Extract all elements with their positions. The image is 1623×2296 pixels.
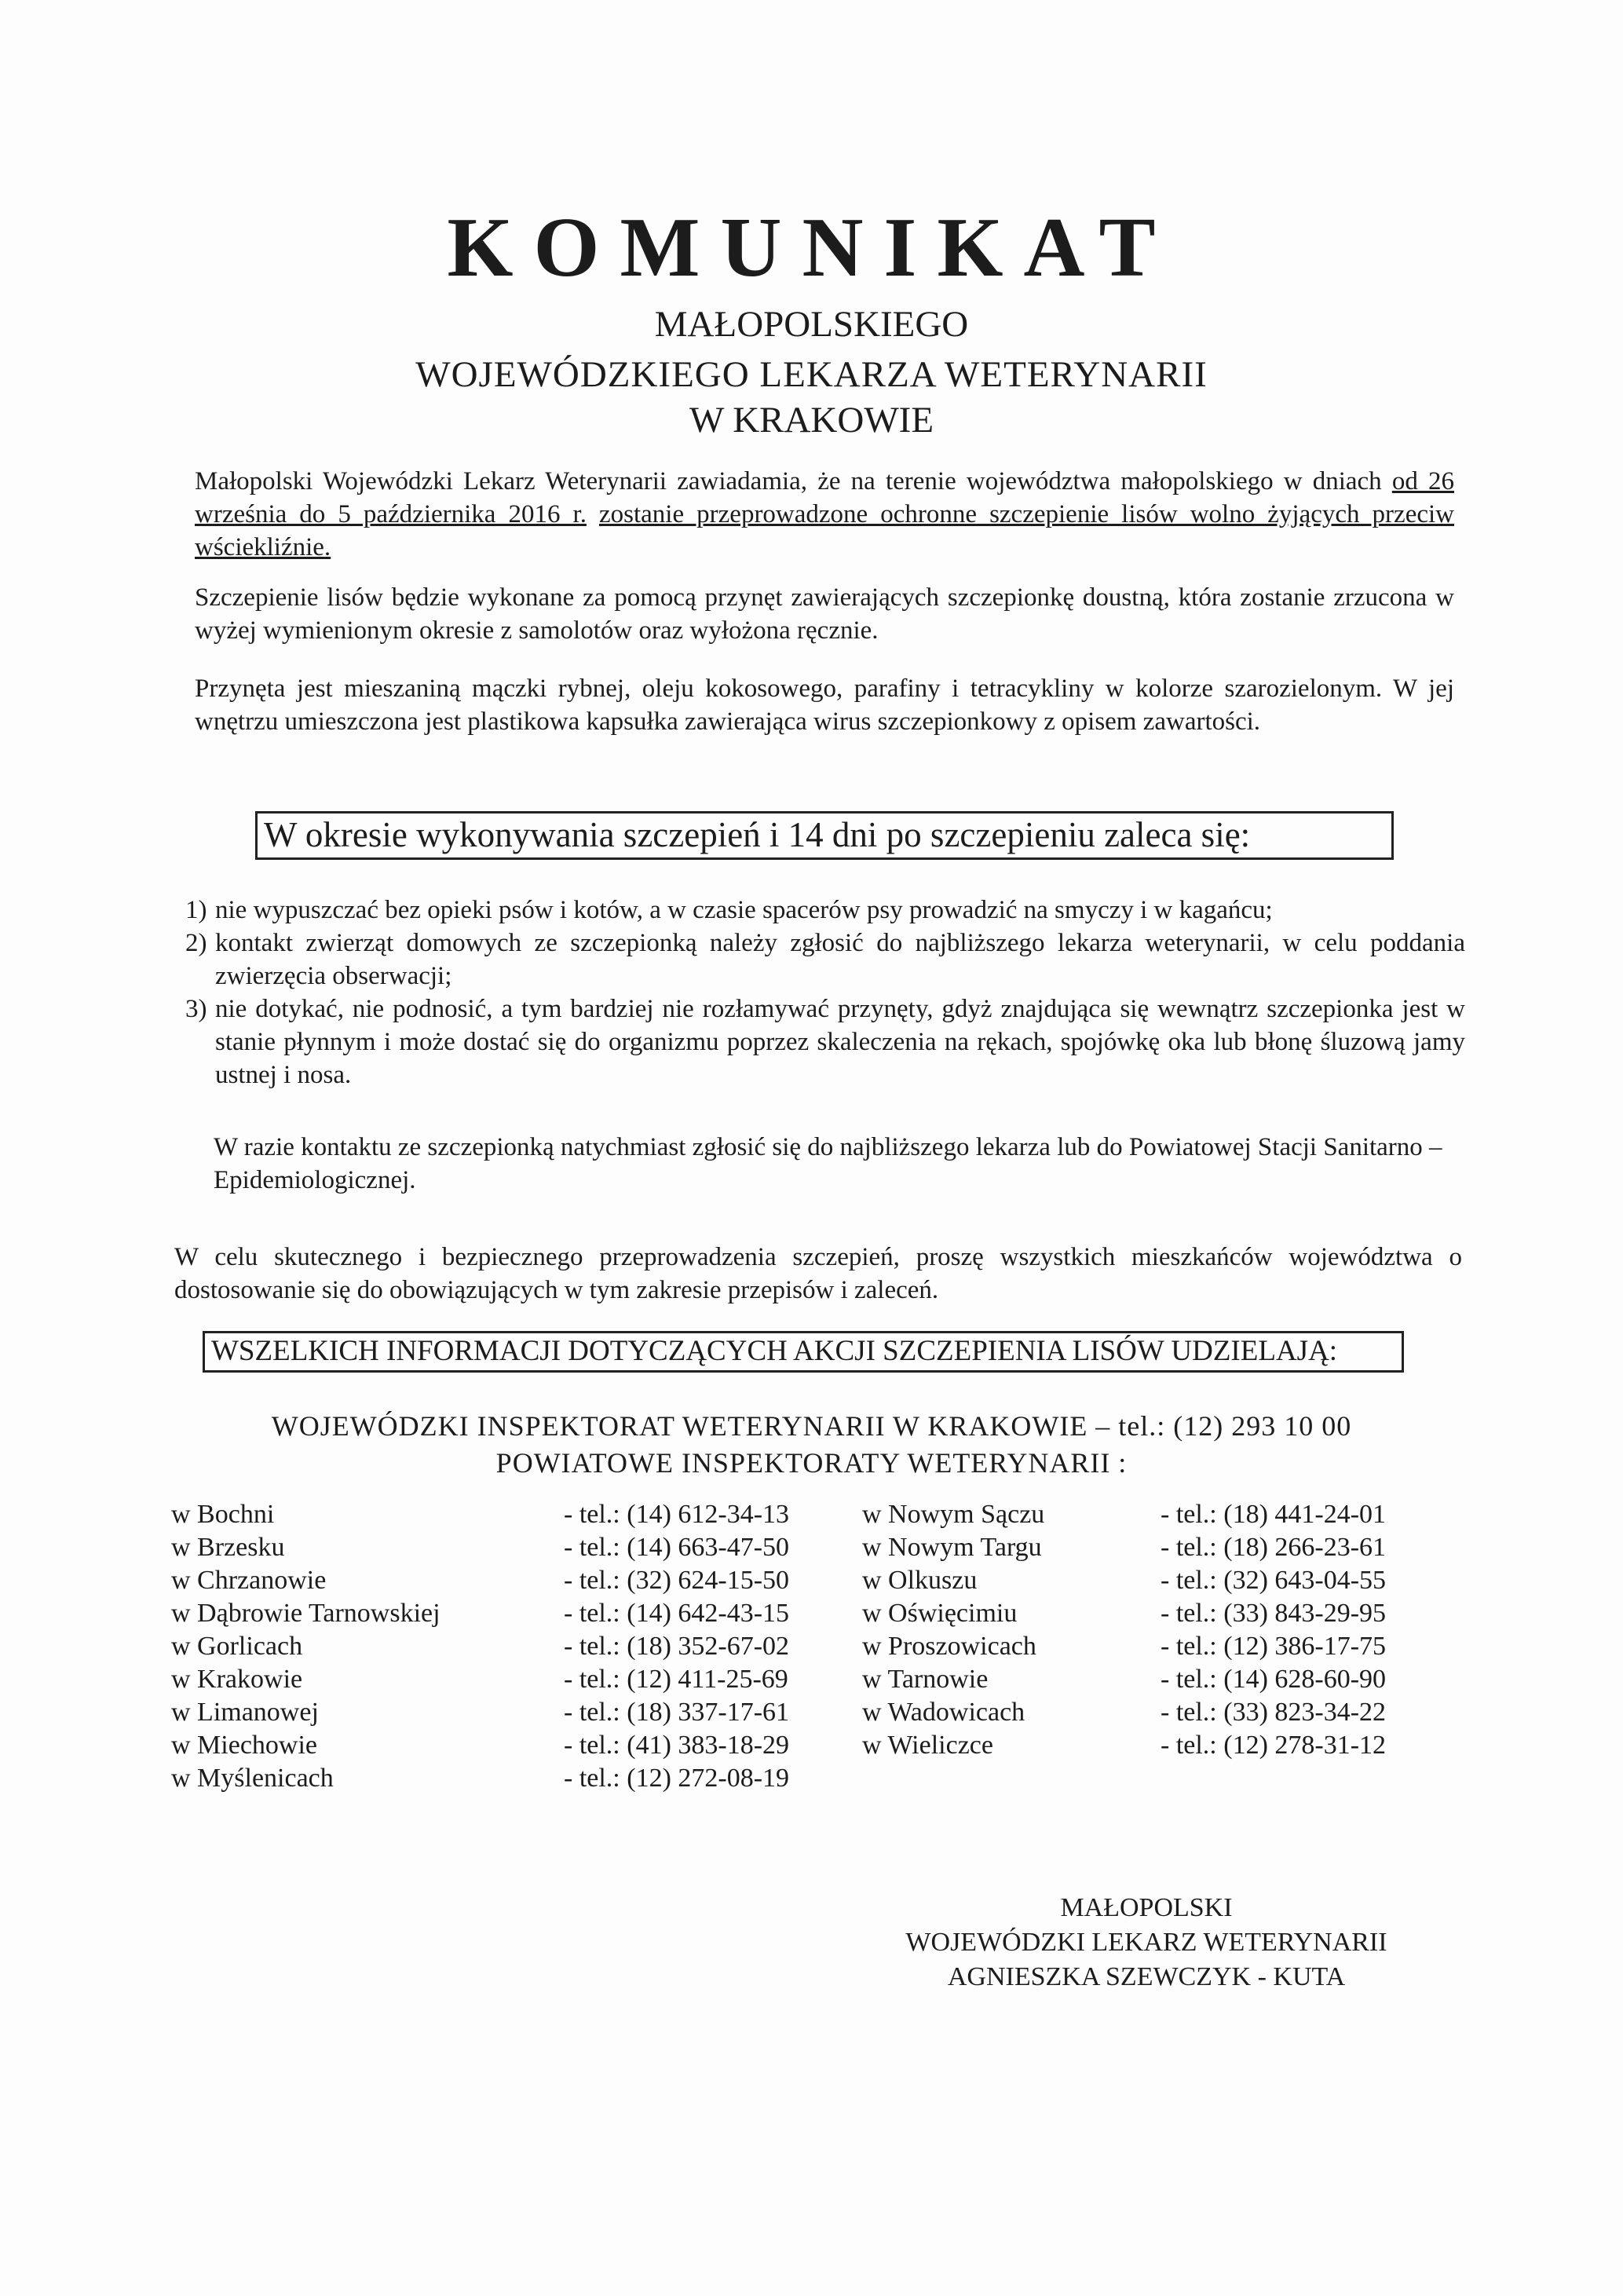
office-place: w Limanowej <box>171 1698 319 1727</box>
info-heading: WSZELKICH INFORMACJI DOTYCZĄCYCH AKCJI SZCZEPIENIA LISÓW UDZIELAJĄ: <box>203 1331 1404 1373</box>
voivodeship-inspectorate-line: WOJEWÓDZKI INSPEKTORAT WETERYNARII W KRAKOWIE – tel.: (12) 293 10 00 <box>271 1410 1352 1442</box>
office-phones-right <box>1161 1498 1386 1762</box>
office-phone: - tel.: (12) 278-31-12 <box>1161 1731 1387 1760</box>
office-phones-left <box>564 1498 789 1795</box>
office-phone: - tel.: (41) 383-18-29 <box>564 1731 790 1760</box>
office-place: w Tarnowie <box>862 1665 989 1694</box>
signature-block <box>754 1891 1539 1994</box>
list-item-text: nie wypuszczać bez opieki psów i kotów, a w czasie spacerów psy prowadzić na smyczy i w kagańcu; <box>215 896 1273 924</box>
list-item-text: nie dotykać, nie podnosić, a tym bardziej nie rozłamywać przynęty, gdyż znajdująca się wewnątrz szczepionka jest w stanie płynnym i może dostać się do organizmu poprzez skaleczenia na rękach, spojówkę oka lub błonę śluzową jamy ustnej i nosa. <box>215 995 1465 1089</box>
office-place: w Bochni <box>171 1500 275 1529</box>
office-place: w Chrzanowie <box>171 1566 327 1595</box>
office-phone: - tel.: (14) 642-43-15 <box>564 1599 790 1628</box>
office-place: w Nowym Sączu <box>862 1500 1045 1529</box>
office-place: w Wadowicach <box>862 1698 1025 1727</box>
office-phone: - tel.: (14) 612-34-13 <box>564 1500 790 1529</box>
office-phone: - tel.: (32) 624-15-50 <box>564 1566 790 1595</box>
intro-dates: od 26 września do 5 października 2016 r. <box>195 467 1454 528</box>
office-place: w Oświęcimiu <box>862 1599 1018 1628</box>
office-places-left <box>171 1498 440 1795</box>
paragraph-vaccination-method: Szczepienie lisów będzie wykonane za pomocą przynęt zawierających szczepionkę doustną, która zostanie zrzucona w wyżej wymienionym okresie z samolotów oraz wyłożona ręcznie. <box>195 583 1454 645</box>
office-place: w Dąbrowie Tarnowskiej <box>171 1599 440 1628</box>
office-phone: - tel.: (18) 441-24-01 <box>1161 1500 1387 1529</box>
office-place: w Brzesku <box>171 1533 285 1562</box>
office-phone: - tel.: (32) 643-04-55 <box>1161 1566 1387 1595</box>
office-place: w Gorlicach <box>171 1632 303 1661</box>
list-item-number: 1) <box>185 896 207 924</box>
list-item <box>185 927 1465 993</box>
office-phone: - tel.: (12) 386-17-75 <box>1161 1632 1387 1661</box>
office-place: w Olkuszu <box>862 1566 978 1595</box>
document-title: KOMUNIKAT <box>447 201 1176 294</box>
intro-text-2: zostanie przeprowadzone ochronne szczepienie lisów wolno żyjących przeciw wściekliźnie. <box>195 500 1454 561</box>
list-item-number: 3) <box>185 995 207 1023</box>
office-phone: - tel.: (18) 337-17-61 <box>564 1698 790 1727</box>
list-item-text: kontakt zwierząt domowych ze szczepionką należy zgłosić do najbliższego lekarza weterynarii, w celu poddania zwierzęcia obserwacji; <box>215 929 1465 990</box>
list-item-number: 2) <box>185 929 207 957</box>
office-phone: - tel.: (33) 823-34-22 <box>1161 1698 1387 1727</box>
list-item <box>185 993 1465 1091</box>
office-phone: - tel.: (33) 843-29-95 <box>1161 1599 1387 1628</box>
office-place: w Proszowicach <box>862 1632 1036 1661</box>
intro-text-1: Małopolski Wojewódzki Lekarz Weterynarii zawiadamia, że na terenie województwa małopolskiego w dniach <box>195 467 1382 495</box>
subtitle-line-3: W KRAKOWIE <box>689 400 934 441</box>
office-phone: - tel.: (14) 663-47-50 <box>564 1533 790 1562</box>
recommendations-heading: W okresie wykonywania szczepień i 14 dni po szczepieniu zaleca się: <box>255 811 1394 860</box>
office-places-right <box>862 1498 1044 1762</box>
subtitle-line-2: WOJEWÓDZKIEGO LEKARZA WETERYNARII <box>415 354 1208 395</box>
office-place: w Wieliczce <box>862 1731 993 1760</box>
office-place: w Krakowie <box>171 1665 303 1694</box>
subtitle-line-1: MAŁOPOLSKIEGO <box>654 304 969 345</box>
office-phone: - tel.: (14) 628-60-90 <box>1161 1665 1387 1694</box>
paragraph-bait-description: Przynęta jest mieszaniną mączki rybnej, oleju kokosowego, parafiny i tetracykliny w kolorze szarozielonym. W jej wnętrzu umieszczona jest plastikowa kapsułka zawierająca wirus szczepionkowy z opisem zawartości. <box>195 675 1454 736</box>
signature-line-3: AGNIESZKA SZEWCZYK - KUTA <box>947 1962 1346 1991</box>
office-phone: - tel.: (12) 272-08-19 <box>564 1764 790 1793</box>
office-place: w Nowym Targu <box>862 1533 1042 1562</box>
office-phone: - tel.: (18) 352-67-02 <box>564 1632 790 1661</box>
office-phone: - tel.: (18) 266-23-61 <box>1161 1533 1387 1562</box>
office-place: w Myślenicach <box>171 1764 334 1793</box>
district-inspectorates-heading: POWIATOWE INSPEKTORATY WETERYNARII : <box>495 1447 1128 1479</box>
signature-line-2: WOJEWÓDZKI LEKARZ WETERYNARII <box>905 1928 1387 1957</box>
office-phone: - tel.: (12) 411-25-69 <box>564 1665 788 1694</box>
intro-paragraph <box>195 465 1454 564</box>
recommendations-list <box>185 894 1465 1091</box>
list-item <box>185 894 1465 927</box>
signature-line-1: MAŁOPOLSKI <box>1060 1893 1233 1922</box>
office-place: w Miechowie <box>171 1731 318 1760</box>
contact-note: W razie kontaktu ze szczepionką natychmiast zgłosić się do najbliższego lekarza lub do Powiatowej Stacji Sanitarno – Epidemiologicznej. <box>214 1133 1442 1194</box>
paragraph-appeal: W celu skutecznego i bezpiecznego przeprowadzenia szczepień, proszę wszystkich mieszkańców województwa o dostosowanie się do obowiązujących w tym zakresie przepisów i zaleceń. <box>174 1243 1462 1304</box>
